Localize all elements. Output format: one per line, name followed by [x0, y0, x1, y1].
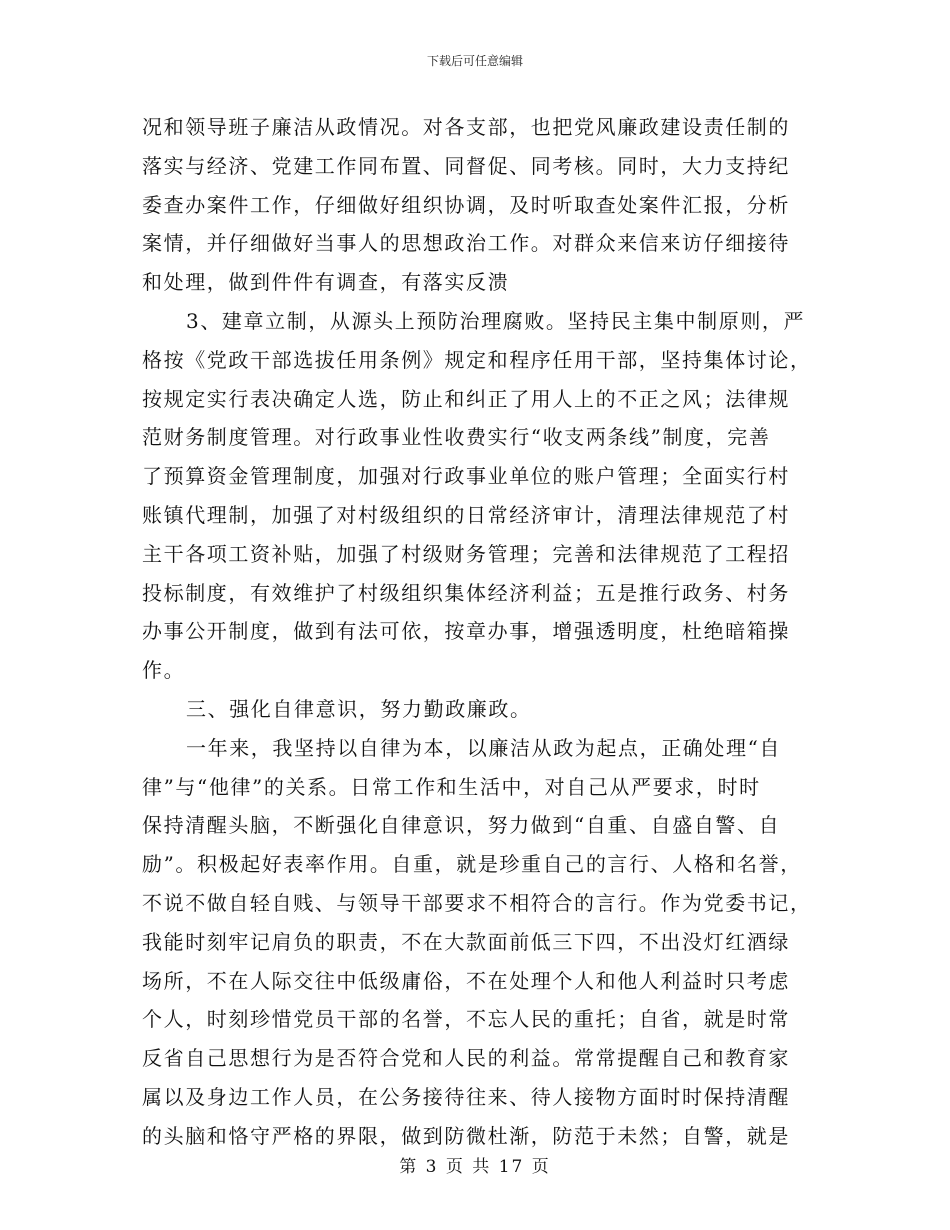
page-number-footer: 第 3 页 共 17 页 — [399, 1157, 551, 1177]
text-line: 我能时刻牢记肩负的职责，不在大款面前低三下四，不出没灯红酒绿 — [142, 929, 790, 954]
text-line: 律”与“他律”的关系。日常工作和生活中，对自己从严要求，时时 — [142, 774, 761, 799]
text-line: 和处理，做到件件有调查，有落实反溃 — [142, 270, 510, 295]
paragraph-start-line: 3、建章立制，从源头上预防治理腐败。坚持民主集中制原则，严 — [186, 308, 806, 333]
text-line: 按规定实行表决确定人选，防止和纠正了用人上的不正之风；法律规 — [142, 386, 790, 411]
text-line: 反省自己思想行为是否符合党和人民的利益。常常提醒自己和教育家 — [142, 1046, 790, 1071]
text-line: 的头脑和恪守严格的界限，做到防微杜渐，防范于未然；自警，就是 — [142, 1123, 790, 1148]
paragraph-start-line: 一年来，我坚持以自律为本，以廉洁从政为起点，正确处理“自 — [186, 735, 782, 760]
section-heading: 三、强化自律意识，努力勤政廉政。 — [186, 696, 532, 721]
text-line: 保持清醒头脑，不断强化自律意识，努力做到“自重、自盛自警、自 — [142, 813, 781, 838]
text-line: 不说不做自轻自贱、与领导干部要求不相符合的言行。作为党委书记， — [142, 890, 812, 915]
text-line: 范财务制度管理。对行政事业性收费实行“收支两条线”制度，完善 — [142, 425, 771, 450]
text-line: 账镇代理制，加强了对村级组织的日常经济审计，清理法律规范了村 — [142, 502, 790, 527]
text-line: 个人，时刻珍惜党员干部的名誉，不忘人民的重托；自省，就是时常 — [142, 1007, 790, 1032]
text-line: 作。 — [142, 658, 186, 683]
text-line: 场所，不在人际交往中低级庸俗，不在处理个人和他人利益时只考虑 — [142, 968, 790, 993]
document-body — [142, 108, 812, 1156]
text-line: 属以及身边工作人员，在公务接待往来、待人接物方面时时保持清醒 — [142, 1084, 790, 1109]
text-line: 投标制度，有效维护了村级组织集体经济利益；五是推行政务、村务 — [142, 580, 790, 605]
text-line: 励”。积极起好表率作用。自重，就是珍重自己的言行、人格和名誉， — [142, 852, 802, 877]
text-line: 况和领导班子廉洁从政情况。对各支部，也把党风廉政建设责任制的 — [142, 115, 790, 139]
text-line: 格按《党政干部选拔任用条例》规定和程序任用干部，坚持集体讨论， — [142, 347, 812, 372]
text-line: 落实与经济、党建工作同布置、同督促、同考核。同时，大力支持纪 — [142, 153, 790, 178]
text-line: 委查办案件工作，仔细做好组织协调，及时听取查处案件汇报，分析 — [142, 192, 790, 217]
text-line: 办事公开制度，做到有法可依，按章办事，增强透明度，杜绝暗箱操 — [142, 619, 790, 644]
page-header-note: 下载后可任意编辑 — [426, 54, 523, 68]
text-line: 了预算资金管理制度，加强对行政事业单位的账户管理；全面实行村 — [142, 464, 790, 489]
text-line: 主干各项工资补贴，加强了村级财务管理；完善和法律规范了工程招 — [142, 541, 790, 566]
text-line: 案情，并仔细做好当事人的思想政治工作。对群众来信来访仔细接待 — [142, 231, 790, 256]
